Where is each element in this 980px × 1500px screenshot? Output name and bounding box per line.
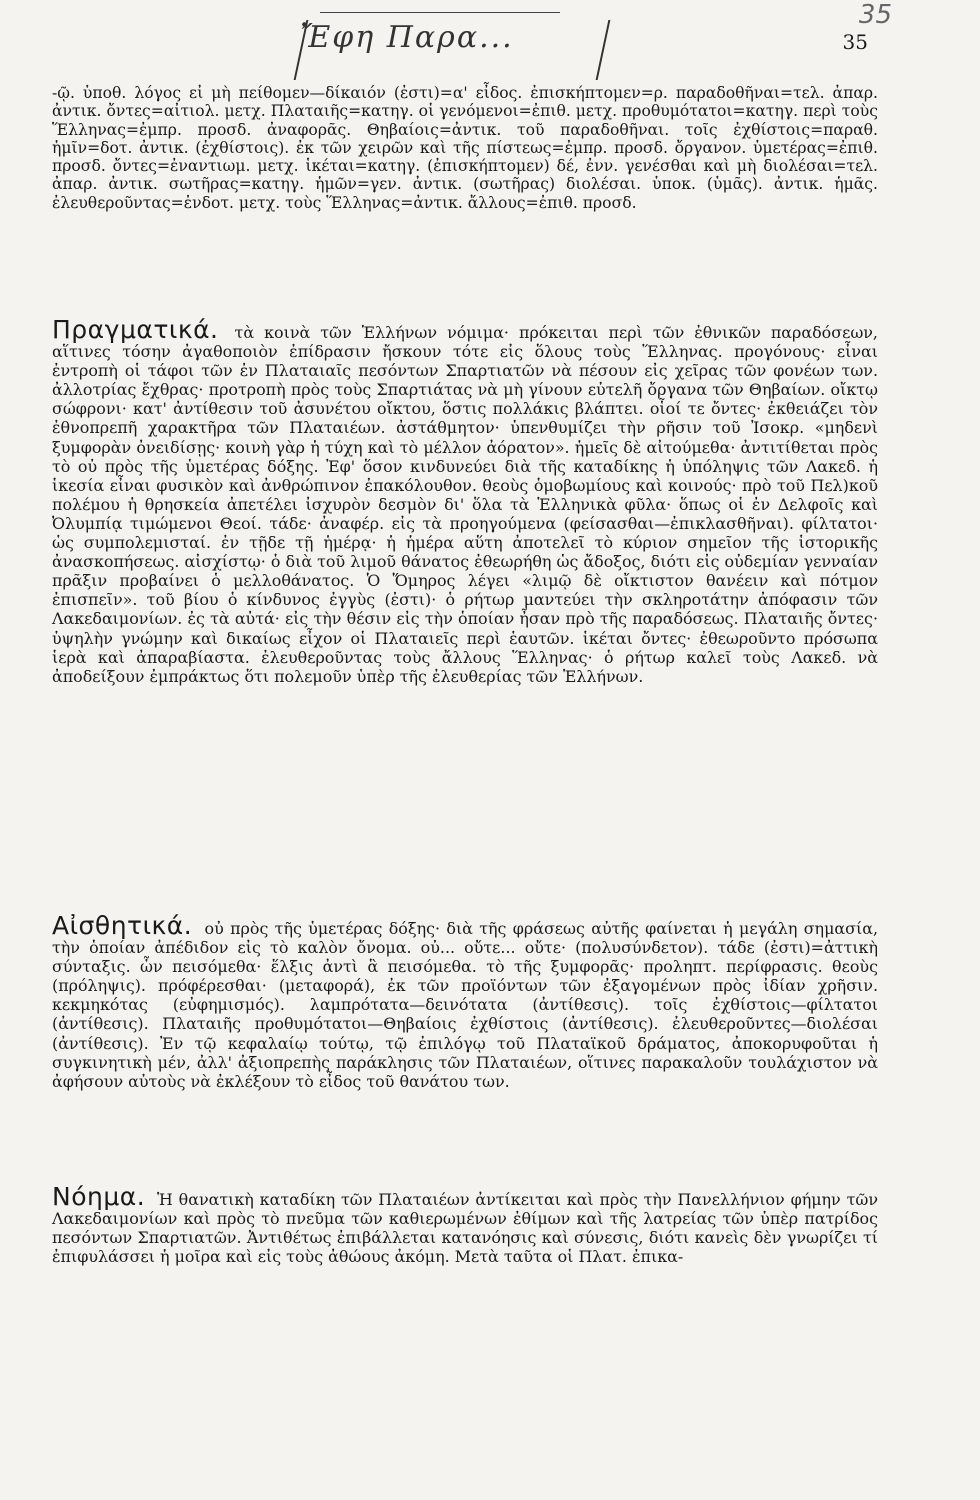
section-heading: Πραγματικά.: [52, 315, 219, 344]
grammar-text: -ῷ. ὑποθ. λόγος εἰ μὴ πείθομεν—δίκαιόν (ἐστι)=α' εἶδος. ἐπισκήπτομεν=ρ. παραδοθῆναι=τελ. ἀπαρ. ἀντικ. ὄντες=αἰτιολ. μετχ. Πλαταιῆς=κατηγ. οἱ γενόμενοι=ἐπιθ. μετχ. προθυμότατοι=κατηγ. περὶ τοὺς Ἕλληνας=ἐμπρ. προσδ. ἀναφορᾶς. Θηβαίοις=ἀντικ. τοῦ παραδοθῆναι. τοῖς ἐχθίστοις=παραθ. ἡμῖν=δοτ. ἀντικ. (ἐχθίστοις). ἐκ τῶν χειρῶν καὶ τῆς πίστεως=ἐμπρ. προσδ. ὄργανον. ὑμετέρας=ἐπιθ. προσδ. ὄντες=ἐναντιωμ. μετχ. ἱκέται=κατηγ. (ἐπισκήπτομεν) δέ, ἐνν. γενέσθαι καὶ μὴ διολέσαι=τελ. ἀπαρ. ἀντικ. σωτῆρας=κατηγ. ἡμῶν=γεν. ἀντικ. (σωτῆρας) διολέσαι. ὑποκ. (ὑμᾶς). ἀντικ. ἡμᾶς. ἐλευθεροῦντας=ἐνδοτ. μετχ. τοὺς Ἕλληνας=ἀντικ. ἄλλους=ἐπιθ. προσδ.: [52, 84, 878, 212]
corner-pencil-mark: 35: [858, 0, 892, 30]
section-text: οὐ πρὸς τῆς ὑμετέρας δόξης· διὰ τῆς φράσεως αὐτῆς φαίνεται ἡ μεγάλη σημασία, τὴν ὁποίαν ἀπέδιδον εἰς τὸ καλὸν ὄνομα. οὐ... οὔτε... οὔτε· (πολυσύνδετον). τάδε (ἐστι)=ἀττικὴ σύνταξις. ὧν πεισόμεθα· ἕλξις ἀντὶ ἃ πεισόμεθα. τὸ τῆς ξυμφορᾶς· προληπτ. περίφρασις. θεοὺς (πρόληψις). πρόφέρεσθαι· (μεταφορά), ἐκ τῶν προϊόντων τῶν ἐξαγομένων πρὸς ἰδίαν χρῆσιν. κεκμηκότας (εὐφημισμός). λαμπρότατα—δεινότατα (ἀντίθεσις). τοῖς ἐχθίστοις—φίλτατοι (ἀντίθεσις). Πλαταιῆς προθυμότατοι—Θηβαίοις ἐχθίστοις (ἀντίθεσις). ἐλευθεροῦντες—διολέσαι (ἀντίθεσις). Ἐν τῷ κεφαλαίῳ τούτῳ, τῷ ἐπιλόγῳ τοῦ Πλαταϊκοῦ δράματος, ἀποκορυφοῦται ἡ συγκινητικὴ μέν, ἀλλ' ἀξιοπρεπὴς παράκλησις τῶν Πλαταιέων, οἵτινες παρακαλοῦν τουλάχιστον νὰ ἀφήσουν αὐτοὺς νὰ ἐκλέξουν τὸ εἶδος τοῦ θανάτου των.: [52, 919, 878, 1091]
note-bracket: [294, 20, 611, 80]
handwritten-note: [300, 20, 514, 55]
section-noima: [52, 1182, 878, 1267]
section-heading: Αἰσθητικά.: [52, 911, 193, 940]
section-aisthetika: [52, 911, 878, 1091]
handwritten-note-text: Ἔφη Παρα...: [300, 20, 514, 55]
section-text: Ἡ θανατικὴ καταδίκη τῶν Πλαταιέων ἀντίκειται καὶ πρὸς τὴν Πανελλήνιον φήμην τῶν Λακεδαιμονίων καὶ πρὸς τὸ πνεῦμα τῶν καθιερωμένων ἐθίμων καὶ τῆς λατρείας τῶν ὑπὲρ πατρίδος πεσόντων Σπαρτιατῶν. Ἀντιθέτως ἐπιβάλλεται κατανόησις καὶ σύνεσις, διότι κανεὶς δὲν γνωρίζει τί ἐπιφυλάσσει ἡ μοῖρα καὶ εἰς τοὺς ἀθώους ἀκόμη. Μετὰ ταῦτα οἱ Πλατ. ἐπικα-: [52, 1190, 878, 1267]
note-top-rule: [320, 12, 560, 13]
grammar-notes: [52, 84, 878, 212]
section-pragmatika: [52, 315, 878, 686]
page-number: 35: [842, 30, 868, 54]
section-heading: Νόημα.: [52, 1182, 146, 1211]
section-text: τὰ κοινὰ τῶν Ἑλλήνων νόμιμα· πρόκειται περὶ τῶν ἐθνικῶν παραδόσεων, αἵτινες τόσην ἀγαθοποιὸν ἐπίδρασιν ἤσκουν τότε εἰς ὅλους τοὺς Ἕλληνας. προγόνους· εἶναι ἐντροπὴ οἱ τάφοι τῶν ἐν Πλαταιαῖς πεσόντων Σπαρτιατῶν νὰ πέσουν εἰς χεῖρας τῶν φονέων των. ἀλλοτρίας ἔχθρας· προτροπὴ πρὸς τοὺς Σπαρτιάτας νὰ μὴ γίνουν εὐτελῆ ὄργανα τῶν Θηβαίων. οἴκτῳ σώφρονι· κατ' ἀντίθεσιν τοῦ ἀσυνέτου οἴκτου, ὅστις πολλάκις βλάπτει. οἷοί τε ὄντες· ἐκθειάζει τὸν ἐθνοπρεπῆ χαρακτῆρα τῶν Πλαταιέων. ἀστάθμητον· ὑπενθυμίζει τὴν ρῆσιν τοῦ Ἰσοκρ. «μηδενὶ ξυμφορὰν ὀνειδίσῃς· κοινὴ γὰρ ἡ τύχη καὶ τὸ μέλλον ἀόρατον». ἡμεῖς δὲ αἰτούμεθα· ἀντιτίθεται πρὸς τὸ οὐ πρὸς τῆς ὑμετέρας δόξης. Ἐφ' ὅσον κινδυνεύει διὰ τῆς καταδίκης ἡ ὑπόληψις τῶν Λακεδ. ἡ ἱκεσία εἶναι φυσικὸν καὶ ἀνθρώπινον ἐπακόλουθον. θεοὺς ὁμοβωμίους καὶ κοινούς· πρὸ τοῦ Πελ)κοῦ πολέμου ἡ θρησκεία ἀπετέλει ἰσχυρὸν δεσμὸν δι' ὅλα τὰ Ἑλληνικὰ φῦλα· ὅπως οἱ ἐν Δελφοῖς καὶ Ὀλυμπίᾳ τιμώμενοι Θεοί. τάδε· ἀναφέρ. εἰς τὰ προηγούμενα (φείσασθαι—ἐπικλασθῆναι). φίλτατοι· ὡς συμπολεμισταί. ἐν τῇδε τῇ ἡμέρᾳ· ἡ ἡμέρα αὕτη ἀποτελεῖ τὸ κύριον σημεῖον τῆς ἱστορικῆς ἀνασκοπήσεως. αἰσχίστῳ· ὁ διὰ τοῦ λιμοῦ θάνατος ἐθεωρήθη ὡς ἄδοξος, διότι εἰς οὐδεμίαν γενναίαν πρᾶξιν προβαίνει ὁ μελλοθάνατος. Ὁ Ὅμηρος λέγει «λιμῷ δὲ οἴκτιστον θανέειν καὶ πότμον ἐπισπεῖν». τοῦ βίου ὁ κίνδυνος ἐγγὺς (ἐστι)· ὁ ρήτωρ μαντεύει τὴν σκληροτάτην ἀπόφασιν τῶν Λακεδαιμονίων. ἐς τὰ αὐτά· εἰς τὴν θέσιν εἰς τὴν ὁποίαν ἦσαν πρὸ τῆς παραδόσεως. Πλαταιῆς ὄντες· ὑψηλὴν γνώμην καὶ δικαίως εἶχον οἱ Πλαταιεῖς περὶ ἑαυτῶν. ἱκέται ὄντες· ἐθεωροῦντο πρόσωπα ἱερὰ καὶ ἀπαραβίαστα. ἐλευθεροῦντας τοὺς ἄλλους Ἕλληνας· ὁ ρήτωρ καλεῖ τοὺς Λακεδ. νὰ ἀποδείξουν ἐμπράκτως ὅτι πολεμοῦν ὑπὲρ τῆς ἐλευθερίας τῶν Ἑλλήνων.: [52, 323, 878, 686]
